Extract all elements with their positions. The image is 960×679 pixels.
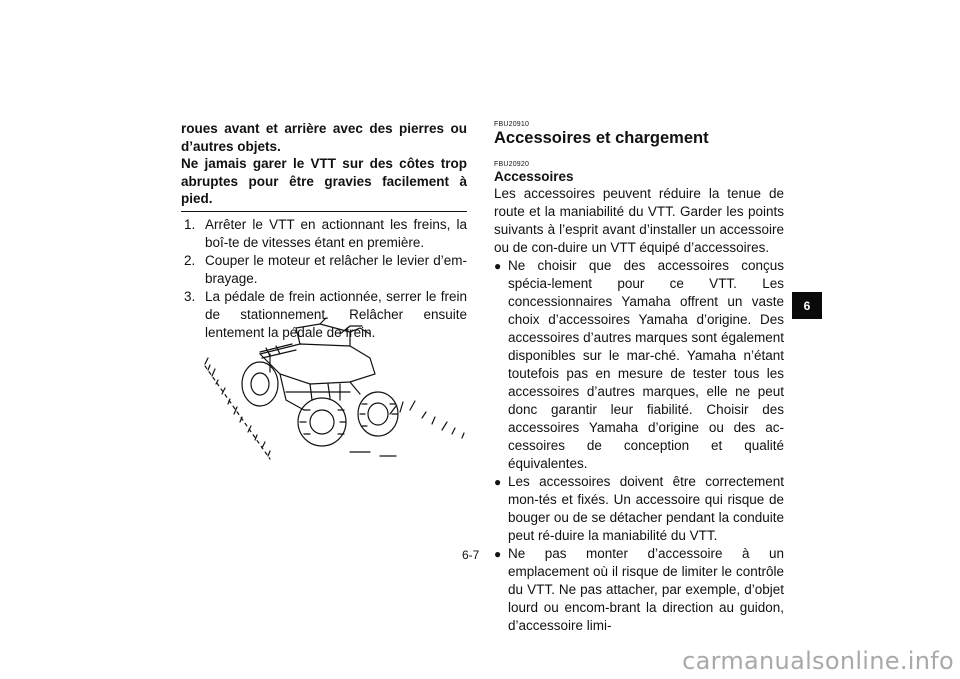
step-text: La pédale de frein actionnée, serrer le frein de stationnement. Relâcher ensuite lentement la pédale de frein. bbox=[205, 288, 467, 340]
accessory-guidelines bbox=[494, 257, 784, 635]
page-number: 6-7 bbox=[462, 548, 480, 562]
subsection-code: FBU20920 bbox=[494, 161, 530, 168]
step-item bbox=[181, 252, 467, 288]
left-column bbox=[181, 120, 467, 342]
warning-line: Ne jamais garer le VTT sur des côtes trop abruptes pour être gravies facilement à pied. bbox=[181, 156, 467, 206]
section-title: Accessoires et chargement bbox=[494, 129, 709, 147]
intro-paragraph: Les accessoires peuvent réduire la tenue de route et la maniabilité du VTT. Garder les points suivants à l’esprit avant d’installer un accessoire ou de con-duire un VTT équipé d’accessoires. bbox=[494, 186, 784, 255]
subsection-title: Accessoires bbox=[494, 169, 574, 184]
bullet-item bbox=[494, 473, 784, 545]
step-number: 1. bbox=[184, 216, 196, 232]
step-text: Arrêter le VTT en actionnant les freins, la boî-te de vitesses étant en première. bbox=[205, 216, 467, 250]
bullet-icon: ● bbox=[494, 547, 502, 561]
bullet-item bbox=[494, 257, 784, 473]
warning-line: roues avant et arrière avec des pierres ou d’autres objets. bbox=[181, 121, 467, 154]
step-number: 2. bbox=[184, 252, 196, 268]
right-column bbox=[494, 120, 784, 635]
bullet-text: Ne choisir que des accessoires conçus spécia-lement pour ce VTT. Les concessionnaires Yamaha offrent un vaste choix d’accessoires Yamaha d’origine. Des accessoires d’autres marques sont également disponibles sur le mar-ché. Yamaha n’étant toutefois pas en mesure de tester tous les accessoires d’autres marques, elle ne peut donc garantir leur fiabilité. Choisir des accessoires Yamaha d’origine ou des ac-cessoires de conception et qualité équivalentes. bbox=[508, 258, 784, 471]
step-item bbox=[181, 216, 467, 252]
chapter-tab: 6 bbox=[792, 292, 822, 319]
bullet-item bbox=[494, 545, 784, 635]
bullet-icon: ● bbox=[494, 475, 502, 489]
section-code: FBU20910 bbox=[494, 121, 530, 128]
bullet-icon: ● bbox=[494, 259, 502, 273]
warning-text bbox=[181, 120, 467, 208]
step-number: 3. bbox=[184, 288, 196, 304]
bullet-text: Ne pas monter d’accessoire à un emplacement où il risque de limiter le contrôle du VTT. Ne pas attacher, par exemple, d’objet lourd ou encom-brant la direction au guidon, d’accessoire limi- bbox=[508, 546, 784, 633]
bullet-text: Les accessoires doivent être correctement mon-tés et fixés. Un accessoire qui risque de bouger ou de se détacher pendant la conduite peut ré-duire la maniabilité du VTT. bbox=[508, 474, 784, 543]
atv-parked-on-slope-illustration bbox=[200, 314, 470, 464]
watermark: carmanualsonline.info bbox=[682, 647, 954, 675]
step-text: Couper le moteur et relâcher le levier d’em-brayage. bbox=[205, 252, 467, 286]
warning-divider bbox=[181, 211, 467, 212]
